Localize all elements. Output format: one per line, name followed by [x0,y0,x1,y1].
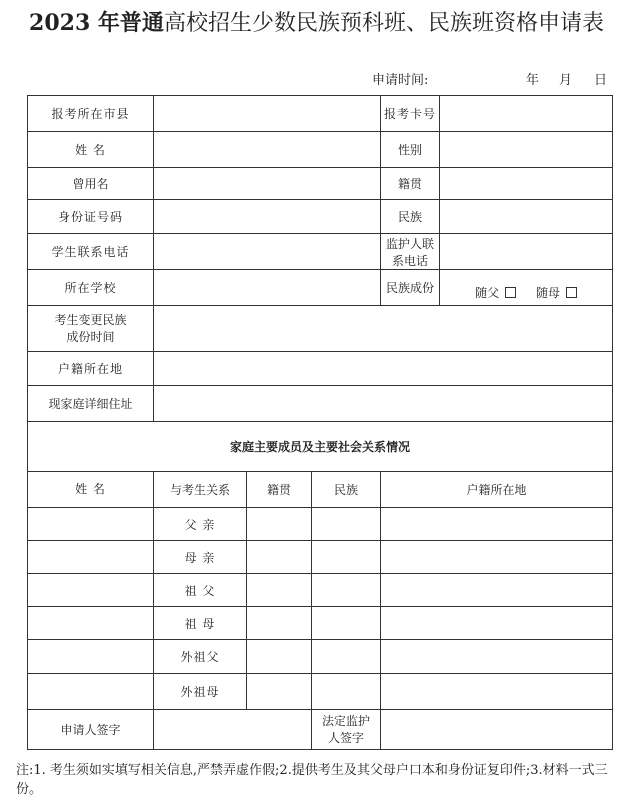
home-address-field[interactable] [154,386,613,422]
follow-father-checkbox[interactable] [505,287,516,298]
family-name-maternal-grandfather[interactable] [28,640,154,674]
former-name-field[interactable] [154,168,381,200]
guardian-signature-label-line1: 法定监护 [322,713,371,728]
family-native-grandfather[interactable] [247,574,312,607]
follow-mother-label: 随母 [535,286,560,300]
id-number-label: 身份证号码 [28,200,154,234]
guardian-signature-label [312,710,381,750]
relation-grandmother: 祖 母 [154,607,247,640]
native-place-field[interactable] [440,168,613,200]
application-form-table [27,95,613,750]
family-native-mother[interactable] [247,541,312,574]
family-name-mother[interactable] [28,541,154,574]
family-header-native-place: 籍贯 [247,472,312,508]
follow-mother-checkbox[interactable] [566,287,577,298]
application-date-line [372,72,612,90]
exam-city-field[interactable] [154,96,381,132]
family-header-household: 户籍所在地 [381,472,613,508]
date-day-label: 日 [594,73,608,88]
name-field[interactable] [154,132,381,168]
family-ethnicity-grandmother[interactable] [312,607,381,640]
family-name-father[interactable] [28,508,154,541]
family-household-father[interactable] [381,508,613,541]
household-place-label: 户籍所在地 [28,352,154,386]
gender-field[interactable] [440,132,613,168]
relation-mother: 母 亲 [154,541,247,574]
family-ethnicity-maternal-grandmother[interactable] [312,674,381,710]
family-ethnicity-maternal-grandfather[interactable] [312,640,381,674]
form-title-year: 2023 年普通 [29,10,164,36]
student-phone-field[interactable] [154,234,381,270]
name-label: 姓 名 [28,132,154,168]
gender-label: 性别 [381,132,440,168]
family-household-maternal-grandfather[interactable] [381,640,613,674]
student-phone-label: 学生联系电话 [28,234,154,270]
ethnic-status-options [440,270,613,306]
family-native-maternal-grandmother[interactable] [247,674,312,710]
ethnicity-field[interactable] [440,200,613,234]
change-time-label-line1: 考生变更民族 [54,312,127,327]
relation-grandfather: 祖 父 [154,574,247,607]
former-name-label: 曾用名 [28,168,154,200]
exam-city-label: 报考所在市县 [28,96,154,132]
family-header-name: 姓 名 [28,472,154,508]
follow-father-label: 随父 [475,286,500,300]
relation-father: 父 亲 [154,508,247,541]
change-time-label [28,306,154,352]
school-label: 所在学校 [28,270,154,306]
home-address-label: 现家庭详细住址 [28,386,154,422]
family-ethnicity-father[interactable] [312,508,381,541]
family-name-grandmother[interactable] [28,607,154,640]
application-date-label: 申请时间: [372,73,429,88]
family-header-ethnicity: 民族 [312,472,381,508]
family-ethnicity-mother[interactable] [312,541,381,574]
relation-maternal-grandmother: 外祖母 [154,674,247,710]
guardian-phone-label: 监护人联系电话 [381,234,440,270]
exam-card-field[interactable] [440,96,613,132]
exam-card-label: 报考卡号 [381,96,440,132]
form-title [0,8,633,39]
guardian-signature-field[interactable] [381,710,613,750]
family-household-grandmother[interactable] [381,607,613,640]
family-header-relation: 与考生关系 [154,472,247,508]
id-number-field[interactable] [154,200,381,234]
change-time-field[interactable] [154,306,613,352]
change-time-label-line2: 成份时间 [66,329,115,344]
family-household-maternal-grandmother[interactable] [381,674,613,710]
family-name-maternal-grandmother[interactable] [28,674,154,710]
date-year-label: 年 [526,73,540,88]
applicant-signature-label: 申请人签字 [28,710,154,750]
guardian-phone-field[interactable] [440,234,613,270]
native-place-label: 籍贯 [381,168,440,200]
relation-maternal-grandfather: 外祖父 [154,640,247,674]
family-name-grandfather[interactable] [28,574,154,607]
form-title-text: 高校招生少数民族预科班、民族班资格申请表 [163,11,604,36]
ethnic-status-label: 民族成份 [381,270,440,306]
family-ethnicity-grandfather[interactable] [312,574,381,607]
family-native-grandmother[interactable] [247,607,312,640]
family-section-title: 家庭主要成员及主要社会关系情况 [28,422,613,472]
ethnicity-label: 民族 [381,200,440,234]
family-native-father[interactable] [247,508,312,541]
guardian-signature-label-line2: 人签字 [328,730,365,745]
family-household-mother[interactable] [381,541,613,574]
date-month-label: 月 [559,73,573,88]
family-household-grandfather[interactable] [381,574,613,607]
applicant-signature-field[interactable] [154,710,312,750]
family-native-maternal-grandfather[interactable] [247,640,312,674]
footnote: 注:1. 考生须如实填写相关信息,严禁弄虚作假;2.提供考生及其父母户口本和身份证复印件;3.材料一式三份。 [16,763,608,797]
household-place-field[interactable] [154,352,613,386]
school-field[interactable] [154,270,381,306]
